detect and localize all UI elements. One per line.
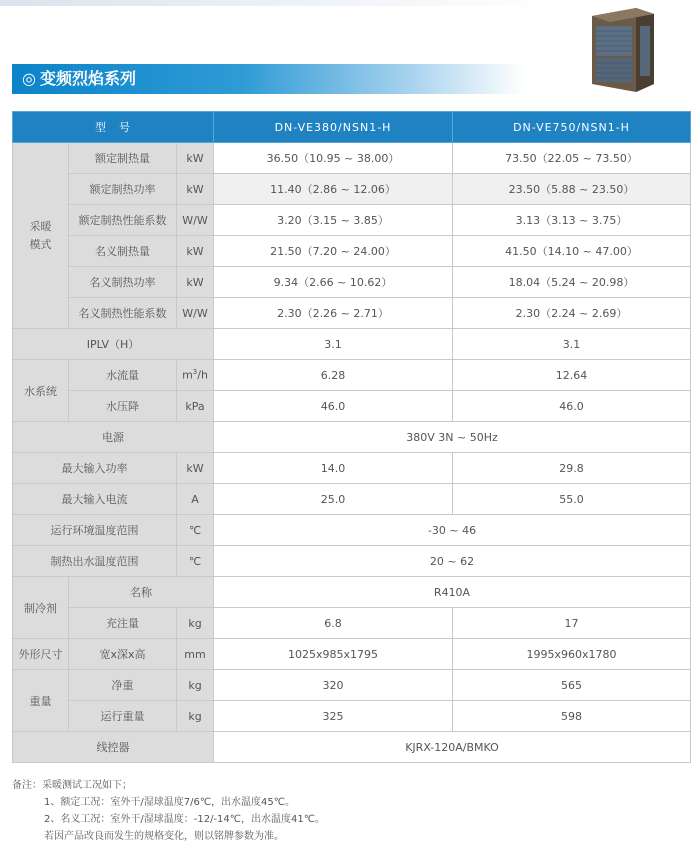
- heating-mode-group-label: 采暖模式: [13, 143, 69, 329]
- row-label: 名义制热功率: [69, 267, 177, 298]
- row-unit: A: [177, 484, 214, 515]
- power-supply-label: 电源: [13, 422, 214, 453]
- refrigerant-group-label: 制冷剂: [13, 577, 69, 639]
- row-unit: kW: [177, 236, 214, 267]
- value-a: 6.28: [214, 360, 453, 391]
- value-b: 12.64: [453, 360, 691, 391]
- row-unit: mm: [177, 639, 214, 670]
- value-b: 29.8: [453, 453, 691, 484]
- value-a: 320: [214, 670, 453, 701]
- weight-group-label: 重量: [13, 670, 69, 732]
- value-a: 3.1: [214, 329, 453, 360]
- row-label: 运行环境温度范围: [13, 515, 177, 546]
- value-b: 17: [453, 608, 691, 639]
- table-row: [13, 546, 691, 577]
- value-merged: -30 ~ 46: [214, 515, 691, 546]
- row-label: 名义制热量: [69, 236, 177, 267]
- table-row: [13, 205, 691, 236]
- power-supply-value: 380V 3N ~ 50Hz: [214, 422, 691, 453]
- table-row: [13, 670, 691, 701]
- note-line: 1、额定工况：室外干/湿球温度7/6℃，出水温度45℃。: [44, 797, 296, 808]
- row-label: 额定制热量: [69, 143, 177, 174]
- table-row: [13, 298, 691, 329]
- row-label: 充注量: [69, 608, 177, 639]
- row-unit: kg: [177, 608, 214, 639]
- value-b: 55.0: [453, 484, 691, 515]
- row-label: 名义制热性能系数: [69, 298, 177, 329]
- value-a: 11.40（2.86 ~ 12.06）: [214, 174, 453, 205]
- row-label: 最大输入电流: [13, 484, 177, 515]
- note-line: 2、名义工况：室外干/湿球温度：-12/-14℃，出水温度41℃。: [44, 814, 325, 825]
- water-system-group-label: 水系统: [13, 360, 69, 422]
- value-b: 565: [453, 670, 691, 701]
- value-a: 9.34（2.66 ~ 10.62）: [214, 267, 453, 298]
- value-b: 46.0: [453, 391, 691, 422]
- value-b: 41.50（14.10 ~ 47.00）: [453, 236, 691, 267]
- circle-bullet-icon: ◎: [22, 69, 36, 88]
- row-unit: kg: [177, 670, 214, 701]
- row-label: 水流量: [69, 360, 177, 391]
- table-row: [13, 329, 691, 360]
- row-unit: kPa: [177, 391, 214, 422]
- unit-tail: /h: [197, 368, 208, 382]
- table-row: [13, 577, 691, 608]
- dimensions-group-label: 外形尺寸: [13, 639, 69, 670]
- value-a: 46.0: [214, 391, 453, 422]
- controller-label: 线控器: [13, 732, 214, 763]
- row-label: 制热出水温度范围: [13, 546, 177, 577]
- value-a: 1025x985x1795: [214, 639, 453, 670]
- controller-value: KJRX-120A/BMKO: [214, 732, 691, 763]
- table-row: [13, 143, 691, 174]
- row-unit: ℃: [177, 546, 214, 577]
- value-b: 598: [453, 701, 691, 732]
- iplv-label: IPLV（H）: [13, 329, 214, 360]
- top-decorative-rule: [0, 0, 560, 6]
- row-label: 额定制热性能系数: [69, 205, 177, 236]
- series-title: [22, 69, 136, 89]
- table-row: [13, 639, 691, 670]
- row-unit: kW: [177, 174, 214, 205]
- row-label: 运行重量: [69, 701, 177, 732]
- table-row: [13, 701, 691, 732]
- note-line: 若因产品改良而发生的规格变化，则以铭牌参数为准。: [44, 831, 284, 842]
- row-label: 宽x深x高: [69, 639, 177, 670]
- value-merged: R410A: [214, 577, 691, 608]
- row-label: 水压降: [69, 391, 177, 422]
- row-unit: W/W: [177, 205, 214, 236]
- unit-base: m: [182, 368, 193, 382]
- notes-head: 备注：采暖测试工况如下；: [12, 780, 132, 791]
- row-unit: [177, 360, 214, 391]
- table-row: [13, 267, 691, 298]
- value-b: 3.13（3.13 ~ 3.75）: [453, 205, 691, 236]
- value-b: 1995x960x1780: [453, 639, 691, 670]
- table-row: [13, 422, 691, 453]
- row-unit: kW: [177, 143, 214, 174]
- table-row: [13, 391, 691, 422]
- value-a: 21.50（7.20 ~ 24.00）: [214, 236, 453, 267]
- value-a: 36.50（10.95 ~ 38.00）: [214, 143, 453, 174]
- value-b: 23.50（5.88 ~ 23.50）: [453, 174, 691, 205]
- row-unit: kW: [177, 453, 214, 484]
- model-header-label: 型 号: [13, 112, 214, 143]
- row-label: 额定制热功率: [69, 174, 177, 205]
- value-a: 6.8: [214, 608, 453, 639]
- value-a: 3.20（3.15 ~ 3.85）: [214, 205, 453, 236]
- row-unit: ℃: [177, 515, 214, 546]
- value-a: 14.0: [214, 453, 453, 484]
- model-a-header: DN-VE380/NSN1-H: [214, 112, 453, 143]
- value-a: 2.30（2.26 ~ 2.71）: [214, 298, 453, 329]
- heat-pump-unit-image: [588, 6, 658, 92]
- table-row: [13, 608, 691, 639]
- table-row: [13, 453, 691, 484]
- table-row: [13, 360, 691, 391]
- value-a: 25.0: [214, 484, 453, 515]
- value-b: 3.1: [453, 329, 691, 360]
- row-label: 名称: [69, 577, 214, 608]
- value-b: 2.30（2.24 ~ 2.69）: [453, 298, 691, 329]
- notes-section: [12, 777, 325, 845]
- row-label: 最大输入功率: [13, 453, 177, 484]
- series-title-text: 变频烈焰系列: [39, 69, 136, 88]
- table-row: [13, 236, 691, 267]
- value-b: 18.04（5.24 ~ 20.98）: [453, 267, 691, 298]
- table-row: [13, 515, 691, 546]
- unit-superscript: 3: [192, 368, 198, 377]
- value-b: 73.50（22.05 ~ 73.50）: [453, 143, 691, 174]
- table-row: [13, 484, 691, 515]
- value-a: 325: [214, 701, 453, 732]
- table-row: [13, 174, 691, 205]
- table-header-row: [13, 112, 691, 143]
- model-b-header: DN-VE750/NSN1-H: [453, 112, 691, 143]
- row-unit: kg: [177, 701, 214, 732]
- row-unit: W/W: [177, 298, 214, 329]
- value-merged: 20 ~ 62: [214, 546, 691, 577]
- spec-table: [12, 111, 691, 763]
- row-label: 净重: [69, 670, 177, 701]
- row-unit: kW: [177, 267, 214, 298]
- table-row: [13, 732, 691, 763]
